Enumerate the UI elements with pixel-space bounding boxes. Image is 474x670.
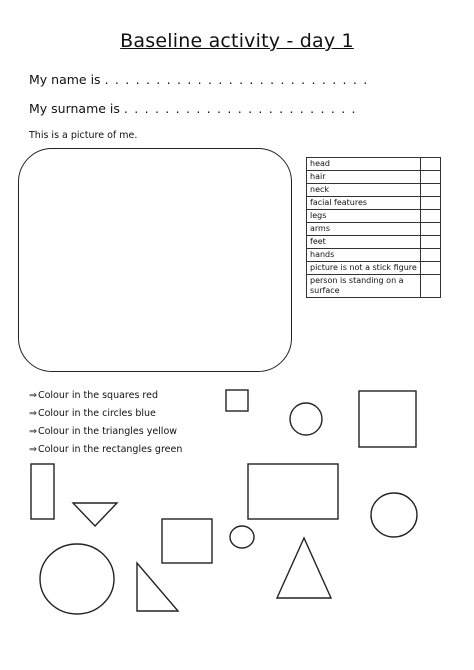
checklist-item-label: person is standing on a surface (307, 275, 421, 298)
name-label: My name is (29, 72, 101, 87)
checklist-item-label: feet (307, 236, 421, 249)
checklist-row (307, 184, 441, 197)
medium-circle-shape[interactable] (371, 493, 417, 537)
checklist-row (307, 210, 441, 223)
checklist-item-label: neck (307, 184, 421, 197)
body-parts-checklist (306, 157, 441, 298)
checklist-row (307, 236, 441, 249)
checklist-tick-box[interactable] (421, 236, 441, 249)
checklist-row (307, 158, 441, 171)
checklist-item-label: picture is not a stick figure (307, 262, 421, 275)
checklist-item-label: arms (307, 223, 421, 236)
checklist-tick-box[interactable] (421, 262, 441, 275)
right-arrow-icon: ⇒ (29, 426, 37, 437)
medium-square-shape[interactable] (162, 519, 212, 563)
instruction-triangles (29, 426, 177, 437)
checklist-row (307, 249, 441, 262)
right-arrow-icon: ⇒ (29, 390, 37, 401)
instruction-text: Colour in the rectangles green (37, 444, 183, 455)
checklist-tick-box[interactable] (421, 210, 441, 223)
instruction-circles (29, 408, 156, 419)
checklist-tick-box[interactable] (421, 184, 441, 197)
picture-caption: This is a picture of me. (29, 130, 138, 141)
right-arrow-icon: ⇒ (29, 408, 37, 419)
instruction-rectangles (29, 444, 182, 455)
right-arrow-icon: ⇒ (29, 444, 37, 455)
tiny-circle-shape[interactable] (230, 526, 254, 548)
tall-rectangle-shape[interactable] (31, 464, 54, 519)
name-field (29, 72, 368, 87)
checklist-row (307, 262, 441, 275)
checklist-item-label: legs (307, 210, 421, 223)
name-dotted-line: . . . . . . . . . . . . . . . . . . . . . . . . . . (104, 72, 369, 87)
self-portrait-drawing-area[interactable] (18, 148, 292, 372)
wide-rectangle-shape[interactable] (248, 464, 338, 519)
checklist-item-label: hair (307, 171, 421, 184)
checklist-row (307, 171, 441, 184)
instruction-text: Colour in the squares red (37, 390, 159, 401)
checklist-tick-box[interactable] (421, 197, 441, 210)
surname-field (29, 101, 357, 116)
right-angle-triangle-shape[interactable] (137, 563, 178, 611)
surname-label: My surname is (29, 101, 120, 116)
checklist-tick-box[interactable] (421, 249, 441, 262)
large-square-shape[interactable] (359, 391, 416, 447)
checklist-row (307, 275, 441, 298)
worksheet-title: Baseline activity - day 1 (120, 30, 354, 52)
small-circle-shape[interactable] (290, 403, 322, 435)
checklist-item-label: head (307, 158, 421, 171)
instruction-squares (29, 390, 158, 401)
checklist-tick-box[interactable] (421, 275, 441, 298)
checklist-row (307, 223, 441, 236)
small-square-shape[interactable] (226, 390, 248, 411)
checklist-tick-box[interactable] (421, 171, 441, 184)
upward-triangle-shape[interactable] (277, 538, 331, 598)
surname-dotted-line: . . . . . . . . . . . . . . . . . . . . . . . (123, 101, 357, 116)
checklist-tick-box[interactable] (421, 158, 441, 171)
downward-triangle-shape[interactable] (73, 503, 117, 526)
checklist-row (307, 197, 441, 210)
checklist-item-label: hands (307, 249, 421, 262)
checklist-item-label: facial features (307, 197, 421, 210)
instruction-text: Colour in the circles blue (37, 408, 156, 419)
checklist-tick-box[interactable] (421, 223, 441, 236)
large-circle-shape[interactable] (40, 544, 114, 614)
instruction-text: Colour in the triangles yellow (37, 426, 178, 437)
